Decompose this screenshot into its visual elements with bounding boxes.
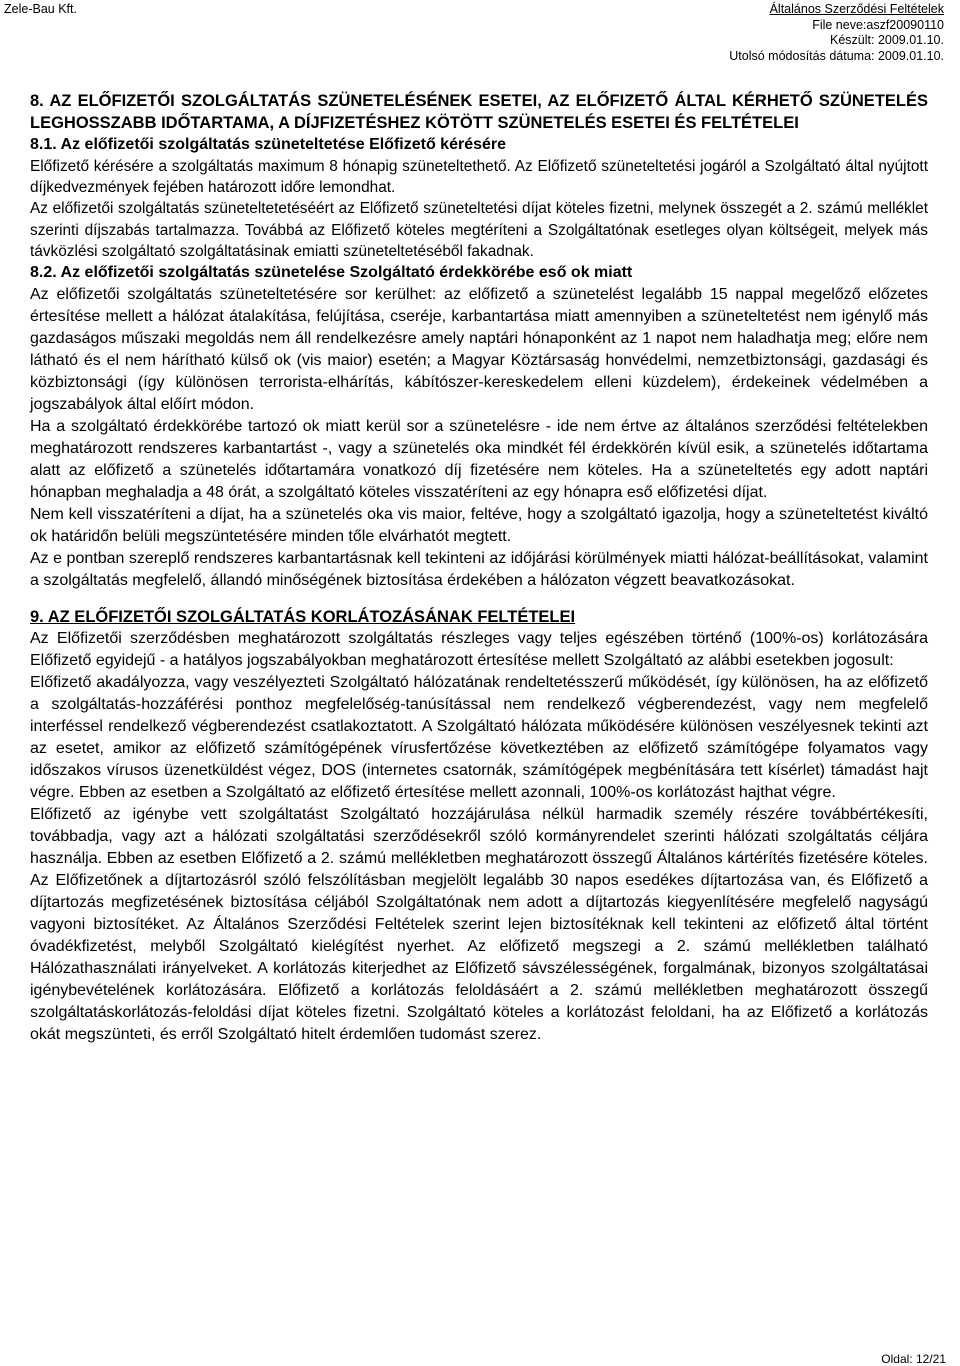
paragraph: Ha a szolgáltató érdekkörébe tartozó ok miatt kerül sor a szünetelésre - ide nem értve az általános szerződési feltételekben meghatározott rendszeres karbantartást -, vagy a szünetelés oka mindkét fél érdekkörén kívül esik, a szünetelés időtartama alatt az előfizető a szünetelés időtartamára vonatkozó díj fizetésére nem köteles. Ha a szüneteltetés egy adott naptári hónapban meghaladja a 48 órát, a szolgáltató köteles visszatéríteni az egy hónapra eső előfizetési díjat. [30,418,928,502]
created-date: Készült: 2009.01.10. [830,33,944,47]
section-8-title: 8. AZ ELŐFIZETŐI SZOLGÁLTATÁS SZÜNETELÉSÉNEK ESETEI, AZ ELŐFIZETŐ ÁLTAL KÉRHETŐ SZÜNETELÉS LEGHOSSZABB IDŐTARTAMA, A DÍJFIZETÉSHEZ KÖTÖTT SZÜNETELÉS ESETEI ÉS FELTÉTELEI [30,92,928,132]
paragraph: Előfizető kérésére a szolgáltatás maximum 8 hónapig szüneteltethető. Az Előfizető szüneteltetési jogáról a Szolgáltató által nyújtott díjkedvezmények fejében határozott időre lemondhat. [30,158,928,197]
paragraph: Nem kell visszatéríteni a díjat, ha a szünetelés oka vis maior, feltéve, hogy a szolgáltató igazolja, hogy a szüneteltetést kiváltó ok határidőn belüli megszüntetésére minden tőle elvárhatót megtett. [30,506,928,546]
subsection-8-1-title: 8.1. Az előfizetői szolgáltatás szüneteltetése Előfizető kérésére [30,136,507,153]
paragraph: Előfizető akadályozza, vagy veszélyezteti Szolgáltató hálózatának rendeltetésszerű működését, így különösen, ha az előfizető a szolgáltatás-hozzáférési ponthoz megfelelőség-tanúsítással nem rendelkező végberendezést, vagy nem megfelelő interféssel rendelkező végberendezést csatlakoztatott. A Szolgáltató hálózata működésére különösen veszélyesnek tekinti azt az esetet, amikor az előfizető számítógépének vírusfertőzése következtében az előfizető számítógépe folyamatos vagy időszakos vírusos üzenetküldést végez, DOS (internetes csatornák, számítógépek megbénítására tett kísérlet) támadást hajt végre. Ebben az esetben a Szolgáltató az előfizető értesítése mellett azonnali, 100%-os korlátozást hajthat végre. [30,674,928,802]
page-content [30,90,928,1046]
section-8 [30,90,928,592]
paragraph: Az e pontban szereplő rendszeres karbantartásnak kell tekinteni az időjárási körülmények miatti hálózat-beállításokat, valamint a szolgáltatás megfelelő, állandó minőségének biztosítása érdekében a hálózaton végzett beavatkozásokat. [30,550,928,590]
modified-date: Utolsó módosítás dátuma: 2009.01.10. [729,48,944,63]
paragraph: Az előfizetői szolgáltatás szüneteltetetéséért az Előfizető szüneteltetési díjat köteles fizetni, melynek összegét a 2. számú melléklet szerinti díjszabás tartalmazza. Továbbá az Előfizető köteles megtéríteni a Szolgáltatónak esetleges olyan költségeit, melyek más távközlési szolgáltató szolgáltatásinak emiatti szüneteltetéséből fakadnak. [30,200,928,260]
paragraph: Az előfizetői szolgáltatás szüneteltetésére sor kerülhet: az előfizető a szünetelést legalább 15 nappal megelőző előzetes értesítése mellett a hálózat átalakítása, felújítása, cseréje, karbantartása miatt amennyiben a szüneteltetést nem igénylő más gazdaságos műszaki megoldás nem áll rendelkezésre amely naptári hónaponként az 1 napot nem haladhatja meg; előre nem látható és el nem hárítható külső ok (vis maior) esetén; a Magyar Köztársaság honvédelmi, nemzetbiztonsági, gazdasági és közbiztonsági (így különösen terrorista-elhárítás, kábítószer-kereskedelem elleni küzdelem), érdekeinek védelmében a jogszabályok által előírt módon. [30,286,928,414]
company-name: Zele-Bau Kft. [4,2,77,16]
paragraph: Előfizető az igénybe vett szolgáltatást Szolgáltató hozzájárulása nélkül harmadik személy részére továbbértékesíti, továbbadja, vagy azt a hálózati szolgáltatási szerződésekről szóló kormányrendelet szerinti hálózati szolgáltatás céljára használja. Ebben az esetben Előfizető a 2. számú mellékletben meghatározott összegű Általános kártérítés fizetésére köteles. Az Előfizetőnek a díjtartozásról szóló felszólításban megjelölt legalább 30 napos esedékes díjtartozása van, és Előfizető a díjtartozás megfizetésének biztosítása céljából Szolgáltatónak nem adott a díjtartozás kiegyenlítésére megfelelő nagyságú vagyoni biztosítéket. Az Általános Szerződési Feltételek szerint lejen biztosítéknak kell tekinteni az előfizető által történt óvadékfizetést, melyből Szolgáltató kielégítést nyerhet. Az előfizető megszegi a 2. számú mellékletben található Hálózathasználati irányelveket. A korlátozás kiterjedhet az Előfizető sávszélességének, forgalmának, bizonyos szolgáltatásai igénybevételének korlátozására. Előfizető a korlátozás feloldásáért a 2. számú mellékletben meghatározott összegű szolgáltatáskorlátozás-feloldási díjat köteles fizetni. Szolgáltató köteles a korlátozást feloldani, ha az Előfizető a korlátozás okát megszünteti, és erről Szolgáltató hitelt érdemlően tudomást szerez. [30,806,928,1044]
document-info [729,2,944,64]
file-name: File neve:aszf20090110 [812,17,944,32]
page-number: Oldal: 12/21 [881,1352,946,1366]
paragraph: Az Előfizetői szerződésben meghatározott szolgáltatás részleges vagy teljes egészében történő (100%-os) korlátozására Előfizető egyidejű - a hatályos jogszabályokban meghatározott értesítése mellett Szolgáltató az alábbi esetekben jogosult: [30,630,928,670]
document-title: Általános Szerződési Feltételek [769,2,944,16]
section-9 [30,606,928,1046]
section-9-title: 9. AZ ELŐFIZETŐI SZOLGÁLTATÁS KORLÁTOZÁSÁNAK FELTÉTELEI [30,608,576,627]
subsection-8-2-title: 8.2. Az előfizetői szolgáltatás szünetelése Szolgáltató érdekkörébe eső ok miatt [30,264,633,282]
